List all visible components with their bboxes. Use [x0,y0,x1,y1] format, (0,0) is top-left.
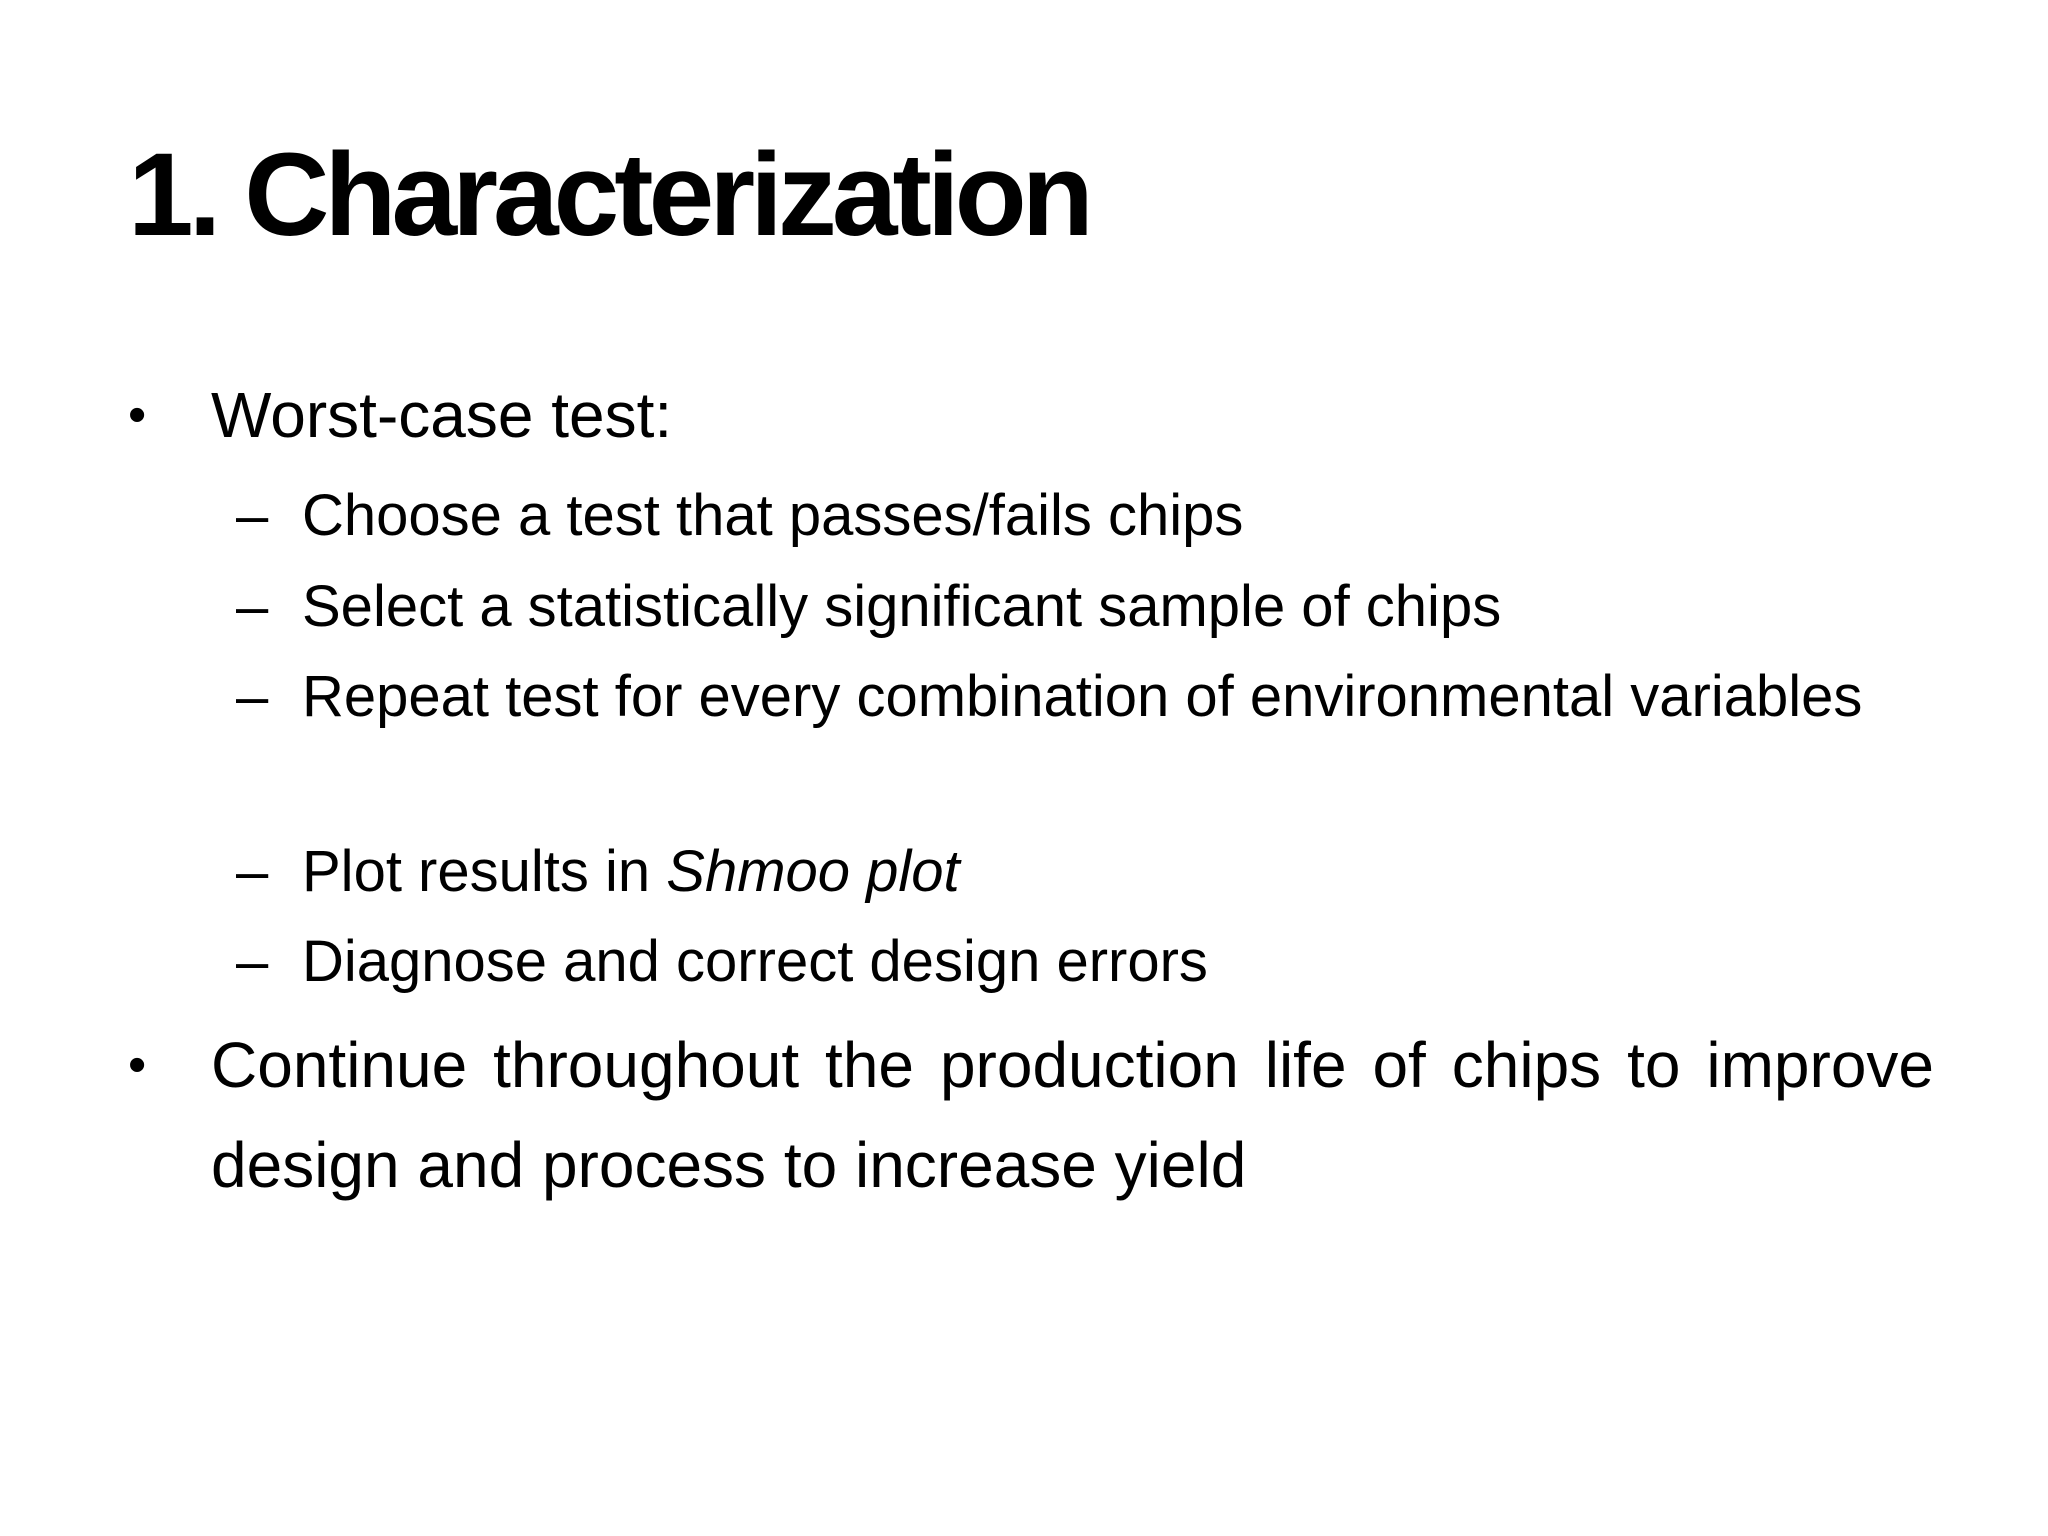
bullet-item-worst-case-test [128,365,1934,465]
dash-marker: – [236,839,269,904]
sub-item-text-prefix: Plot results in [302,839,667,904]
dash-marker: – [236,929,269,994]
bullet-marker: • [128,386,147,444]
dash-marker: – [236,574,269,639]
sub-item-text: Diagnose and correct design errors [302,929,1208,994]
bullet-item-continue-production [128,1015,1934,1215]
sub-item-text: Choose a test that passes/fails chips [302,483,1244,548]
sub-item-select-sample [236,568,1934,646]
shmoo-plot-emphasis: Shmoo plot [666,839,960,904]
bullet-marker: • [128,1036,147,1094]
dash-marker: – [236,664,269,729]
sub-item-text: Select a statistically significant sample of chips [302,574,1502,639]
sub-item-text [302,833,1934,911]
sub-item-choose-test [236,477,1934,555]
sub-item-text: Repeat test for every combination of environmental variables [302,664,1863,729]
sub-item-repeat-test [236,658,1934,736]
dash-marker: – [236,483,269,548]
bullet-text: Worst-case test: [211,379,673,451]
bullet-text: Continue throughout the production life of chips to improve design and process to increase yield [211,1029,1934,1201]
sub-item-diagnose-errors [236,923,1934,1001]
slide-title: 1. Characterization [128,129,1089,261]
sub-item-plot-results [236,833,1934,911]
